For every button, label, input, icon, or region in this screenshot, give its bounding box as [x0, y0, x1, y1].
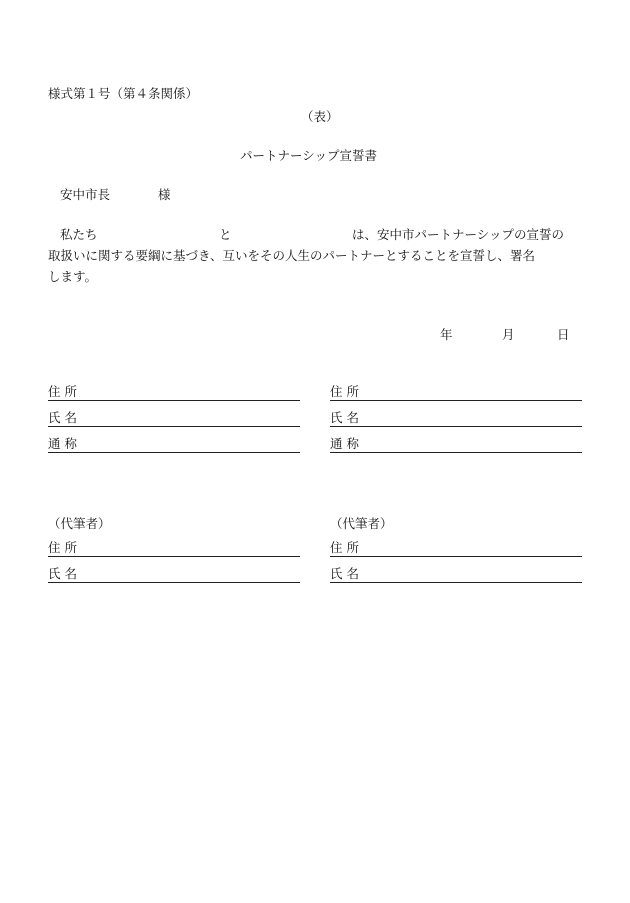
address-label: 住 所	[48, 540, 77, 555]
name-label: 氏 名	[330, 566, 359, 581]
name-label: 氏 名	[330, 410, 359, 425]
declaration-we: 私たち	[60, 227, 98, 242]
address-field[interactable]	[48, 383, 300, 401]
alias-label: 通 称	[330, 436, 359, 451]
address-label: 住 所	[330, 384, 359, 399]
name-field[interactable]	[330, 409, 582, 427]
proxy-name-field[interactable]	[48, 565, 300, 583]
document-title: パートナーシップ宣誓書	[240, 148, 378, 163]
address-label: 住 所	[330, 540, 359, 555]
alias-field[interactable]	[48, 435, 300, 453]
proxy-name-field[interactable]	[330, 565, 582, 583]
proxy-address-field[interactable]	[330, 539, 582, 557]
name-field[interactable]	[48, 409, 300, 427]
form-number: 様式第１号（第４条関係）	[48, 86, 199, 101]
proxy-heading: （代筆者）	[330, 516, 393, 531]
proxy-address-field[interactable]	[48, 539, 300, 557]
date-year: 年	[440, 327, 453, 342]
address-label: 住 所	[48, 384, 77, 399]
addressee-name: 安中市長	[60, 187, 111, 202]
name-label: 氏 名	[48, 566, 77, 581]
date-month: 月	[502, 327, 515, 342]
alias-field[interactable]	[330, 435, 582, 453]
declaration-line1-end: は、安中市パートナーシップの宣誓の	[352, 227, 565, 242]
declaration-line-2: 取扱いに関する要綱に基づき、互いをその人生のパートナーとすることを宣誓し、署名	[48, 248, 536, 263]
addressee-honorific: 様	[158, 187, 171, 202]
alias-label: 通 称	[48, 436, 77, 451]
proxy-heading: （代筆者）	[48, 516, 111, 531]
address-field[interactable]	[330, 383, 582, 401]
side-label: （表）	[301, 109, 339, 124]
declaration-and: と	[219, 227, 232, 242]
name-label: 氏 名	[48, 410, 77, 425]
date-day: 日	[557, 327, 570, 342]
declaration-line-3: します。	[48, 269, 98, 284]
